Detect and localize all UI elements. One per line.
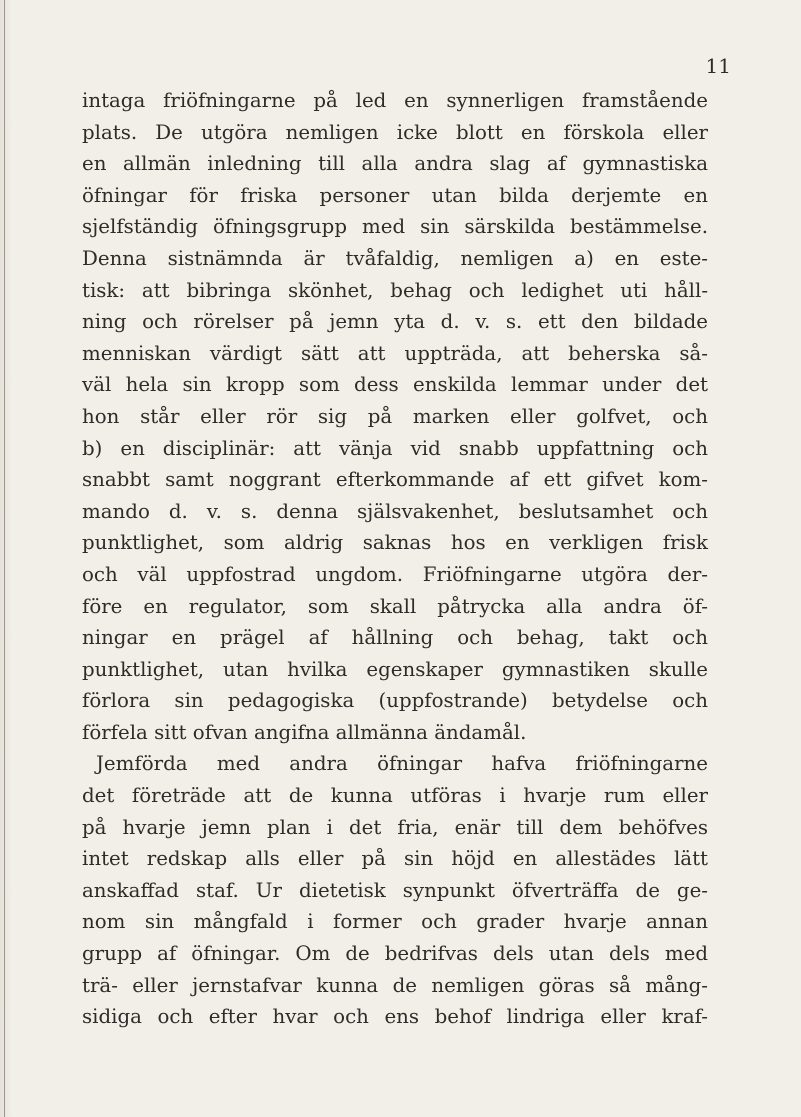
text-line: nom sin mångfald i former och grader hvarje annan xyxy=(82,910,708,934)
body-text xyxy=(82,85,708,1033)
text-line: punktlighet, utan hvilka egenskaper gymnastiken skulle xyxy=(82,657,708,681)
text-line: b) en disciplinär: att vänja vid snabb uppfattning och xyxy=(82,436,708,460)
text-line: intet redskap alls eller på sin höjd en allestädes lätt xyxy=(82,847,708,871)
text-line: väl hela sin kropp som dess enskilda lemmar under det xyxy=(82,373,708,397)
text-line: anskaffad staf. Ur dietetisk synpunkt öfverträffa de ge- xyxy=(82,878,708,902)
text-line: före en regulator, som skall påtrycka alla andra öf- xyxy=(82,594,708,618)
text-line: förfela sitt ofvan angifna allmänna ändamål. xyxy=(82,720,527,744)
text-line: öfningar för friska personer utan bilda derjemte en xyxy=(82,183,708,207)
text-line: mando d. v. s. denna själsvakenhet, beslutsamhet och xyxy=(82,499,708,523)
text-line: punktlighet, som aldrig saknas hos en verkligen frisk xyxy=(82,531,708,555)
text-line: grupp af öfningar. Om de bedrifvas dels utan dels med xyxy=(82,942,708,966)
text-line: plats. De utgöra nemligen icke blott en förskola eller xyxy=(82,120,708,144)
text-line: sidiga och efter hvar och ens behof lindriga eller kraf- xyxy=(82,1005,708,1029)
text-line: det företräde att de kunna utföras i hvarje rum eller xyxy=(82,784,708,808)
page-number: 11 xyxy=(705,54,731,78)
text-line: sjelfständig öfningsgrupp med sin särskilda bestämmelse. xyxy=(82,215,708,239)
page-left-edge-shadow xyxy=(0,0,12,1117)
text-line: en allmän inledning till alla andra slag af gymnastiska xyxy=(82,152,708,176)
text-line: förlora sin pedagogiska (uppfostrande) betydelse och xyxy=(82,689,708,713)
text-line: och väl uppfostrad ungdom. Friöfningarne utgöra der- xyxy=(82,562,708,586)
text-line: ningar en prägel af hållning och behag, takt och xyxy=(82,626,708,650)
text-line: tisk: att bibringa skönhet, behag och ledighet uti håll- xyxy=(82,278,708,302)
text-line: på hvarje jemn plan i det fria, enär till dem behöfves xyxy=(82,815,708,839)
text-line: Denna sistnämnda är tvåfaldig, nemligen a) en este- xyxy=(82,246,708,270)
text-line: hon står eller rör sig på marken eller golfvet, och xyxy=(82,404,708,428)
text-line: ning och rörelser på jemn yta d. v. s. ett den bildade xyxy=(82,310,708,334)
page-border-line xyxy=(4,0,5,1117)
text-line: intaga friöfningarne på led en synnerligen framstående xyxy=(82,89,708,112)
text-line: menniskan värdigt sätt att uppträda, att beherska så- xyxy=(82,341,708,365)
text-line: Jemförda med andra öfningar hafva friöfningarne xyxy=(96,752,708,776)
text-line: snabbt samt noggrant efterkommande af ett gifvet kom- xyxy=(82,468,708,492)
text-line: trä- eller jernstafvar kunna de nemligen göras så mång- xyxy=(82,973,708,997)
